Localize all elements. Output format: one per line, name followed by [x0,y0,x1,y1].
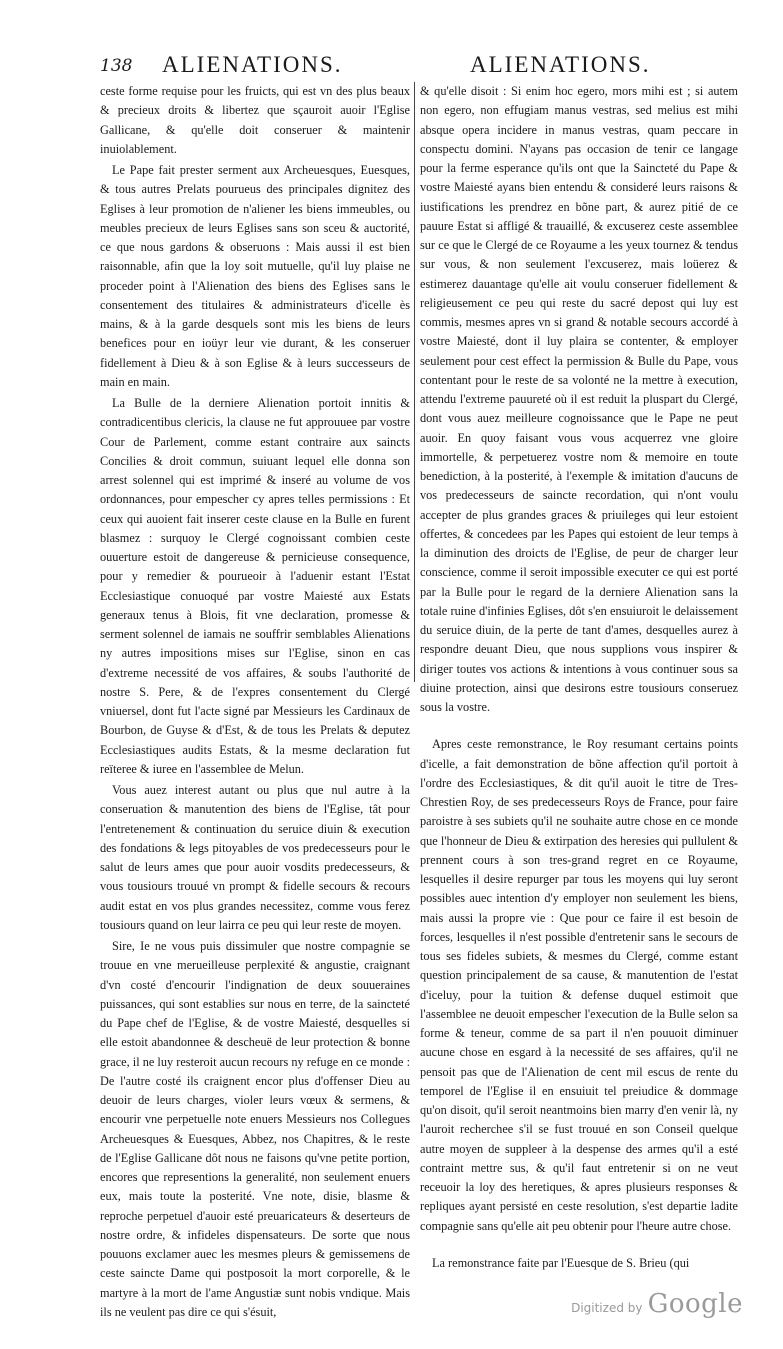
page-header [100,52,743,82]
paragraph: & qu'elle disoit : Si enim hoc egero, mors mihi est ; si autem non egero, non effugiam manus vestras, sed melius est mihi absque opera incidere in manus vestras, quam peccare in conspectu domini. N'ayans pas occasion de tenir ce langage pour la ferme esperance qu'ils ont que la Saincteté du Pape & vostre Maiesté ayans bien entendu & consideré leurs raisons & iustifications les prendrez en bõne part, & aurez pitié de ce pauure Estat si affligé & trauaillé, & excuserez ceste assemblee sur ce que le Clergé de ce Royaume a les yeux tournez & tendus sur vous, & non seulement l'excuserez, mais loüerez & estimerez dauantage qu'elle ait voulu conseruer fidellement & religieusement ce peu qui reste du sacré depost qui luy est commis, mesmes apres vn si grand & notable secours accordé à vostre Maiesté, dont il luy plaira se contenter, & employer seulement pour cest effect la permission & Bulle du Pape, vous contentant pour le reste de sa volonté ne la mettre à execution, attendu l'extreme pauureté où il est reduit la pluspart du Clergé, dont vous auez meilleure cognoissance que le Pape ne peut auoir. En quoy faisant vous vous acquerrez vne gloire immortelle, & perpetuerez vostre nom & memoire en toute benediction, à la posterité, à l'exemple & imitation d'aucuns de vos predecesseurs de saincte recordation, qui n'ont voulu accepter de plus grandes graces & priuileges qui leur estoient offertes, & concedees par les Papes qui estoient de leur temps à la diminution des droicts de l'Eglise, de peur de charger leur conscience, comme il seroit impossible executer ce qui est porté par la Bulle pour le regard de la derniere Alienation sans la totale ruine d'infinies Eglises, dôt s'en ensuiuroit le delaissement du seruice diuin, de la perte de tant d'ames, desquelles aurez à respondre deuant Dieu, que nous supplions vous inspirer & diriger toutes vos actions & intentions à vous continuer sous sa diuine protection, ainsi que desirons estre tousiours conseruez sous la vostre. [420,84,738,714]
paragraph: Vous auez interest autant ou plus que nul autre à la conseruation & manutention des biens de l'Eglise, tât pour l'entretenement & continuation du seruice diuin & execution des fondations & legs pitoyables de vos predecesseurs pour le salut de leurs ames que pour auoir vosdits predecesseurs, & vous tousiours trouué vn prompt & fidelle secours & recours audit estat en vos plus grandes necessitez, comme vous ferez tousiours quand on leur lairra ce peu qui leur reste de moyen. [100,783,410,932]
digitized-by-google-watermark [571,1289,743,1319]
column-divider [414,82,415,682]
watermark-prefix: Digitized by [571,1301,643,1315]
left-column [100,82,410,1319]
running-head-right: ALIENATIONS. [470,52,651,77]
paragraph: Sire, Ie ne vous puis dissimuler que nostre compagnie se trouue en vne merueilleuse perplexité & angustie, craignant d'vn costé d'encourir l'indignation de deux souueraines puissances, qui sont establies sur nous en terre, de la saincteté du Pape chef de l'Eglise, & de vostre Maiesté, desquelles si elle estoit abandonnee & descheuë de leur protection & bonne grace, il ne luy resteroit aucun recours ny refuge en ce monde : De l'autre costé ils craignent encor plus d'offenser Dieu au deuoir de leurs charges, violer leurs vœux & sermens, & encourir vne perpetuelle note enuers Messieurs nos Collegues Archeuesques & Euesques, Abbez, nos Chapitres, & le reste de l'Eglise Gallicane dôt nous ne faisons qu'vne petite portion, encores que representions la generalité, non seulement enuers eux, mais toute la posterité. Vne note, disie, blasme & reproche perpetuel d'auoir esté preuaricateurs & deserteurs de nostre ordre, & infideles dispensateurs. De sorte que nous pouuons exclamer auec les mesmes pleurs & gemissemens de ceste saincte Dame qui postposoit la mort corporelle, & le martyre à la mort de l'ame Angustiæ sunt nobis vndique. Mais ils ne veulent pas dire ce qui s'ésuit, [100,939,410,1319]
page-number: 138 [100,56,133,76]
right-column [420,82,738,1270]
paragraph: ceste forme requise pour les fruicts, qui est vn des plus beaux & precieux droits & libertez que sçauroit auoir l'Eglise Gallicane, & qu'elle doit conseruer & maintenir inuiolablement. [100,84,410,156]
running-head-left: ALIENATIONS. [162,52,343,77]
paragraph: Apres ceste remonstrance, le Roy resumant certains points d'icelle, a fait demonstration de bõne affection qu'il portoit à l'ordre des Ecclesiastiques, & dit qu'il auoit le titre de Tres-Chrestien Roy, de ses predecesseurs Roys de France, pour faire paroistre à ses subiets qu'il ne souhaite autre chose en ce monde que l'honneur de Dieu & extirpation des heresies qui pullulent & prennent cours à son tres-grand regret en ce Royaume, lesquelles il desire repurger par tous les moyens qui luy seront possibles auec intention d'y employer non seulement les biens, mais aussi la propre vie : Que pour ce faire il est besoin de forces, lesquelles il n'est possible d'entretenir sans le secours de tous ses fideles subiets, & mesmes du Clergé, comme estant question principalement de sa cause, & manutention de l'estat d'iceluy, pour la tuition & defense duquel estimoit que l'assemblee ne deuoit empescher l'execution de la Bulle selon sa forme & teneur, comme de sa part il n'en pouuoit diminuer aucune chose en esgard à la necessité de ses affaires, qu'il ne pensoit pas que de l'Alienation de cent mil escus de rente du temporel de l'Eglise il en ensuiuit tel preiudice & dommage qu'on disoit, qu'il seroit neantmoins bien marry d'en venir là, ny l'auroit recherchee s'il se fust trouué en son Conseil quelque autre moyen de suppleer à la despense des armes qu'il a esté contraint mettre sus, & qu'il faut entretenir si on ne veut receuoir la loy des heretiques, & apres plusieurs responses & repliques ayant persisté en ceste resolution, s'est departie ladite compagnie sans qu'elle ait peu obtenir pour l'heure autre chose. [420,737,738,1233]
google-logo: Google [647,1289,743,1319]
paragraph: Le Pape fait prester serment aux Archeuesques, Euesques, & tous autres Prelats pourueus des principales dignitez des Eglises à leur promotion de n'aliener les biens immeubles, ou meubles precieux de leurs Eglises sans son sceu & auctorité, ce que nous gardons & obseruons : Mais aussi il est bien raisonnable, afin que la loy soit mutuelle, qu'il luy plaise ne proceder point à l'Alienation des biens des Eglises sans le consentement des titulaires & administrateurs d'icelle ès mains, & à la garde desquels sont mis les biens de leurs benefices pour en ioüyr leur vie durant, & les conseruer fidellement à Dieu & à son Eglise & à leurs successeurs de main en main. [100,163,410,389]
paragraph: La remonstrance faite par l'Euesque de S. Brieu (qui [432,1255,690,1270]
paragraph: La Bulle de la derniere Alienation portoit innitis & contradicentibus clericis, la clause ne fut approuuee par vostre Cour de Parlement, comme estant contraire aux saincts Concilies & droit commun, suiuant lequel elle donna son arrest solennel qui est imprimé & inseré au volume de vos ordonnances, pour empescher cy apres telles permissions : Et ceux qui auoient fait inserer ceste clause en la Bulle en furent blasmez : surquoy le Clergé cognoissant combien ceste ouuerture estoit de dangereuse & pernicieuse consequence, pour y remedier & pourueoir à l'aduenir estant l'Estat Ecclesiastique conuoqué par vostre Maiesté aux Estats generaux tenus à Blois, fit vne declaration, promesse & serment solennel de iamais ne souffrir semblables Alienations ny autres impositions mises sur l'Eglise, sinon en cas d'extreme necessité de vos affaires, & soubs l'authorité de nostre S. Pere, & de l'expres consentement du Clergé vniuersel, dont fut l'acte signé par Messieurs les Cardinaux de Bourbon, de Guyse & d'Est, & de tous les Prelats & deputez Ecclesiastiques audits Estats, & la mesme declaration fut reïteree & iuree en l'assemblee de Melun. [100,396,410,776]
